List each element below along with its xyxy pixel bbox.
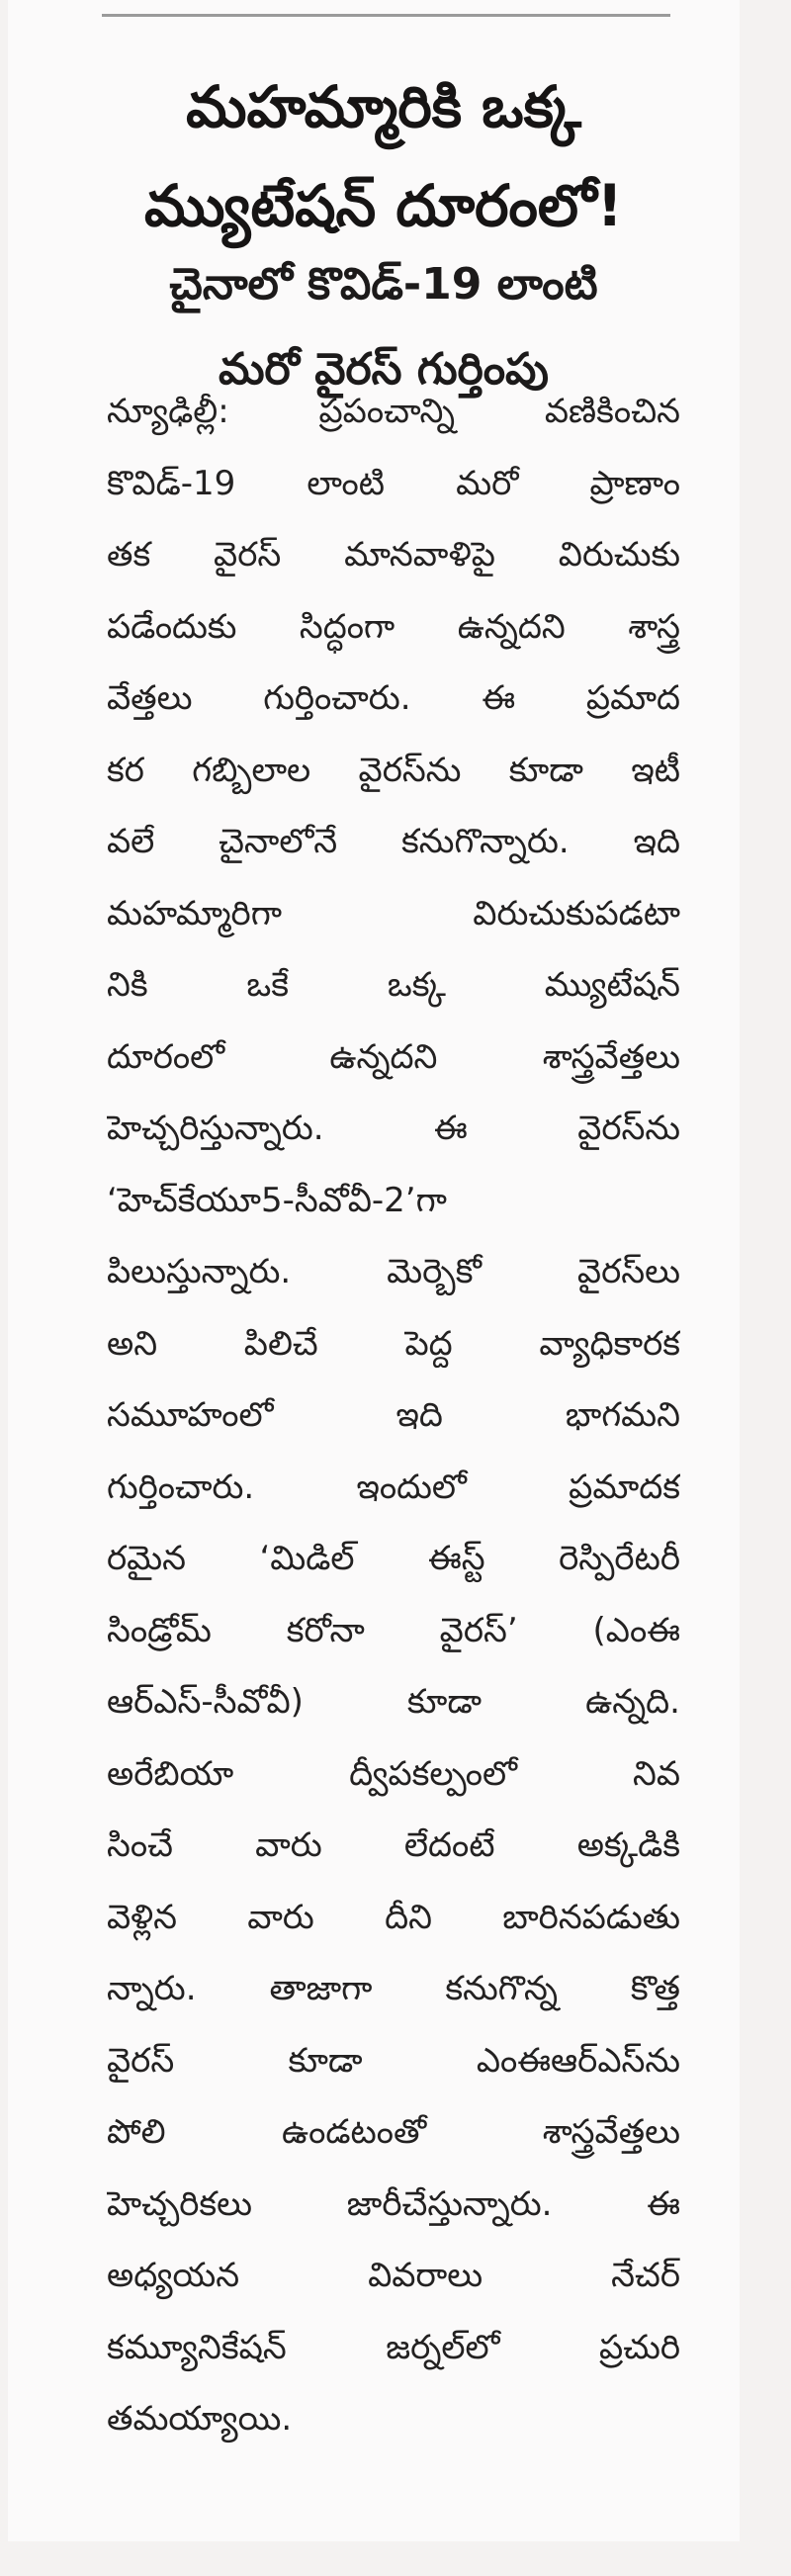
body-line: హెచ్చరికలు జారీచేస్తున్నారు. ఈ xyxy=(107,2183,680,2224)
body-line: వలే చైనాలోనే కనుగొన్నారు. ఇది xyxy=(107,822,680,861)
body-line: సమూహంలో ఇది భాగమని xyxy=(107,1395,680,1435)
top-rule-divider xyxy=(102,14,670,17)
body-line: పిలుస్తున్నారు. మెర్బెకో వైరస్‌లు xyxy=(107,1252,680,1291)
body-line: న్నారు. తాజాగా కనుగొన్న కొత్త xyxy=(107,1969,680,2008)
body-line: తక వైరస్ మానవాళిపై విరుచుకు xyxy=(107,535,680,575)
body-line: కర గబ్బిలాల వైరస్‌ను కూడా ఇటీ xyxy=(107,750,680,790)
body-line: వైరస్ కూడా ఎంఈఆర్‌ఎస్‌ను xyxy=(107,2040,680,2081)
body-line: వెళ్లిన వారు దీని బారినపడుతు xyxy=(107,1897,680,1937)
body-line: దూరంలో ఉన్నదని శాస్త్రవేత్తలు xyxy=(107,1036,680,1077)
headline-line-1: మహమ్మారికి ఒక్క xyxy=(186,73,581,140)
body-line: హెచ్చరిస్తున్నారు. ఈ వైరస్‌ను xyxy=(107,1109,680,1148)
body-line: సించే వారు లేదంటే అక్కడికి xyxy=(107,1825,680,1865)
subhead-line-2: మరో వైరస్ గుర్తింపు xyxy=(219,344,549,395)
body-line: పడేందుకు సిద్ధంగా ఉన్నదని శాస్త్ర xyxy=(107,606,680,647)
body-line: రమైన ‘మిడిల్ ఈస్ట్ రెస్పిరేటరీ xyxy=(107,1539,680,1578)
body-line: ‘హెచ్‌కేయూ5-సీవోవీ-2’గా xyxy=(107,1180,447,1220)
headline-line-2: మ్యుటేషన్ దూరంలో! xyxy=(143,172,624,239)
body-line: అని పిలిచే పెద్ద వ్యాధికారక xyxy=(107,1323,680,1364)
body-line: అరేబియా ద్వీపకల్పంలో నివ xyxy=(107,1753,680,1794)
body-line: కమ్యూనికేషన్ జర్నల్‌లో ప్రచురి xyxy=(107,2327,680,2367)
body-line: ఆర్‌ఎస్-సీవోవీ) కూడా ఉన్నది. xyxy=(107,1682,680,1722)
body-line: పోలి ఉండటంతో శాస్త్రవేత్తలు xyxy=(107,2112,680,2152)
body-line: సిండ్రోమ్ కరోనా వైరస్’ (ఎంఈ xyxy=(107,1610,680,1650)
body-line: గుర్తించారు. ఇందులో ప్రమాదక xyxy=(107,1466,680,1507)
body-line: వేత్తలు గుర్తించారు. ఈ ప్రమాద xyxy=(107,678,680,718)
body-line: అధ్యయన వివరాలు నేచర్ xyxy=(107,2256,680,2295)
headline xyxy=(28,57,740,255)
body-line: న్యూఢిల్లీ: ప్రపంచాన్ని వణికించిన xyxy=(107,392,680,431)
body-line: కొవిడ్-19 లాంటి మరో ప్రాణాం xyxy=(107,463,680,503)
body-line: తమయ్యాయి. xyxy=(107,2399,293,2439)
subhead-line-1: చైనాలో కొవిడ్-19 లాంటి xyxy=(169,259,598,310)
body-line: నికి ఒకే ఒక్క మ్యుటేషన్ xyxy=(107,965,680,1005)
article-body xyxy=(107,376,680,2455)
body-line: మహమ్మారిగా విరుచుకుపడటా xyxy=(107,893,680,933)
newspaper-clipping xyxy=(8,0,740,2541)
